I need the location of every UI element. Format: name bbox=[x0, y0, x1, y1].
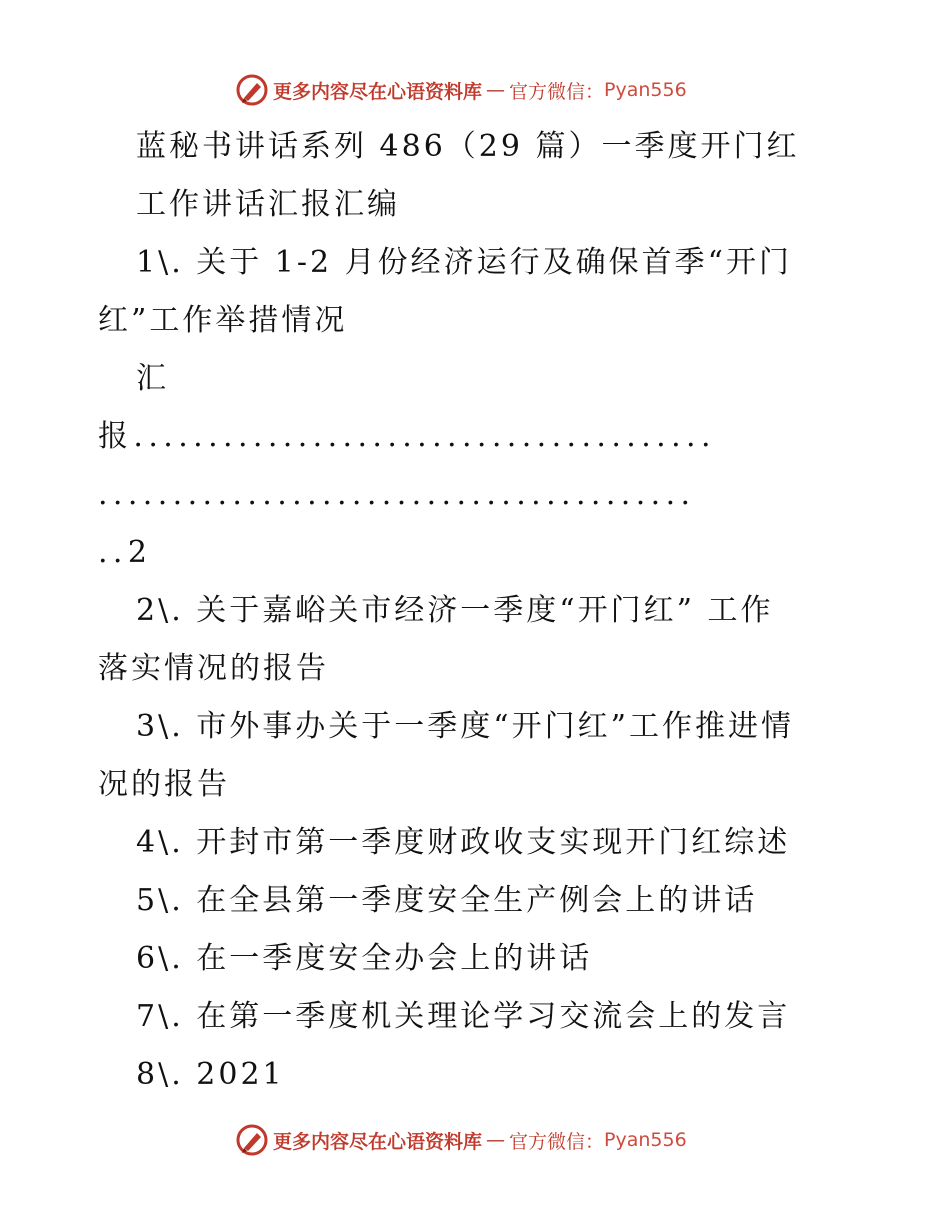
document-title-line-1: 蓝秘书讲话系列 486（29 篇）一季度开门红 bbox=[136, 129, 800, 164]
watermark-dash: — bbox=[486, 79, 506, 101]
toc-item-4: 4\. 开封市第一季度财政收支实现开门红综述 bbox=[136, 825, 791, 860]
toc-item-1-line-1: 1\. 关于 1-2 月份经济运行及确保首季“开门 bbox=[136, 245, 792, 280]
document-title-line-2: 工作讲话汇报汇编 bbox=[136, 187, 400, 222]
watermark-sub-text: 官方微信： bbox=[509, 80, 605, 103]
toc-item-8: 8\. 2021 bbox=[136, 1057, 285, 1092]
toc-item-5: 5\. 在全县第一季度安全生产例会上的讲话 bbox=[136, 883, 758, 918]
toc-item-1-page-number: ..2 bbox=[98, 535, 153, 570]
toc-item-2-line-2: 落实情况的报告 bbox=[98, 651, 329, 686]
toc-item-1-line-3: 汇 bbox=[136, 361, 169, 396]
toc-item-3-line-1: 3\. 市外事办关于一季度“开门红”工作推进情 bbox=[136, 709, 794, 744]
header-watermark bbox=[235, 72, 687, 108]
toc-item-7: 7\. 在第一季度机关理论学习交流会上的发言 bbox=[136, 999, 791, 1034]
toc-item-1-leader-1: 报....................................... bbox=[98, 419, 716, 454]
watermark-main-text: 更多内容尽在心语资料库 bbox=[273, 1130, 483, 1153]
watermark-wechat-id: Pyan556 bbox=[604, 1129, 687, 1151]
pen-logo-icon bbox=[235, 1123, 269, 1157]
watermark-main-text: 更多内容尽在心语资料库 bbox=[273, 80, 483, 103]
watermark-wechat-id: Pyan556 bbox=[604, 79, 687, 101]
toc-item-1-line-2: 红”工作举措情况 bbox=[98, 303, 348, 338]
toc-item-2-line-1: 2\. 关于嘉峪关市经济一季度“开门红” 工作 bbox=[136, 593, 774, 628]
toc-item-6: 6\. 在一季度安全办会上的讲话 bbox=[136, 941, 593, 976]
pen-logo-icon bbox=[235, 73, 269, 107]
toc-item-1-leader-2: ........................................ bbox=[98, 477, 696, 512]
watermark-sub-text: 官方微信： bbox=[509, 1130, 605, 1153]
toc-item-3-line-2: 况的报告 bbox=[98, 767, 230, 802]
footer-watermark bbox=[235, 1122, 687, 1158]
document-body bbox=[98, 118, 858, 1104]
watermark-dash: — bbox=[486, 1129, 506, 1151]
